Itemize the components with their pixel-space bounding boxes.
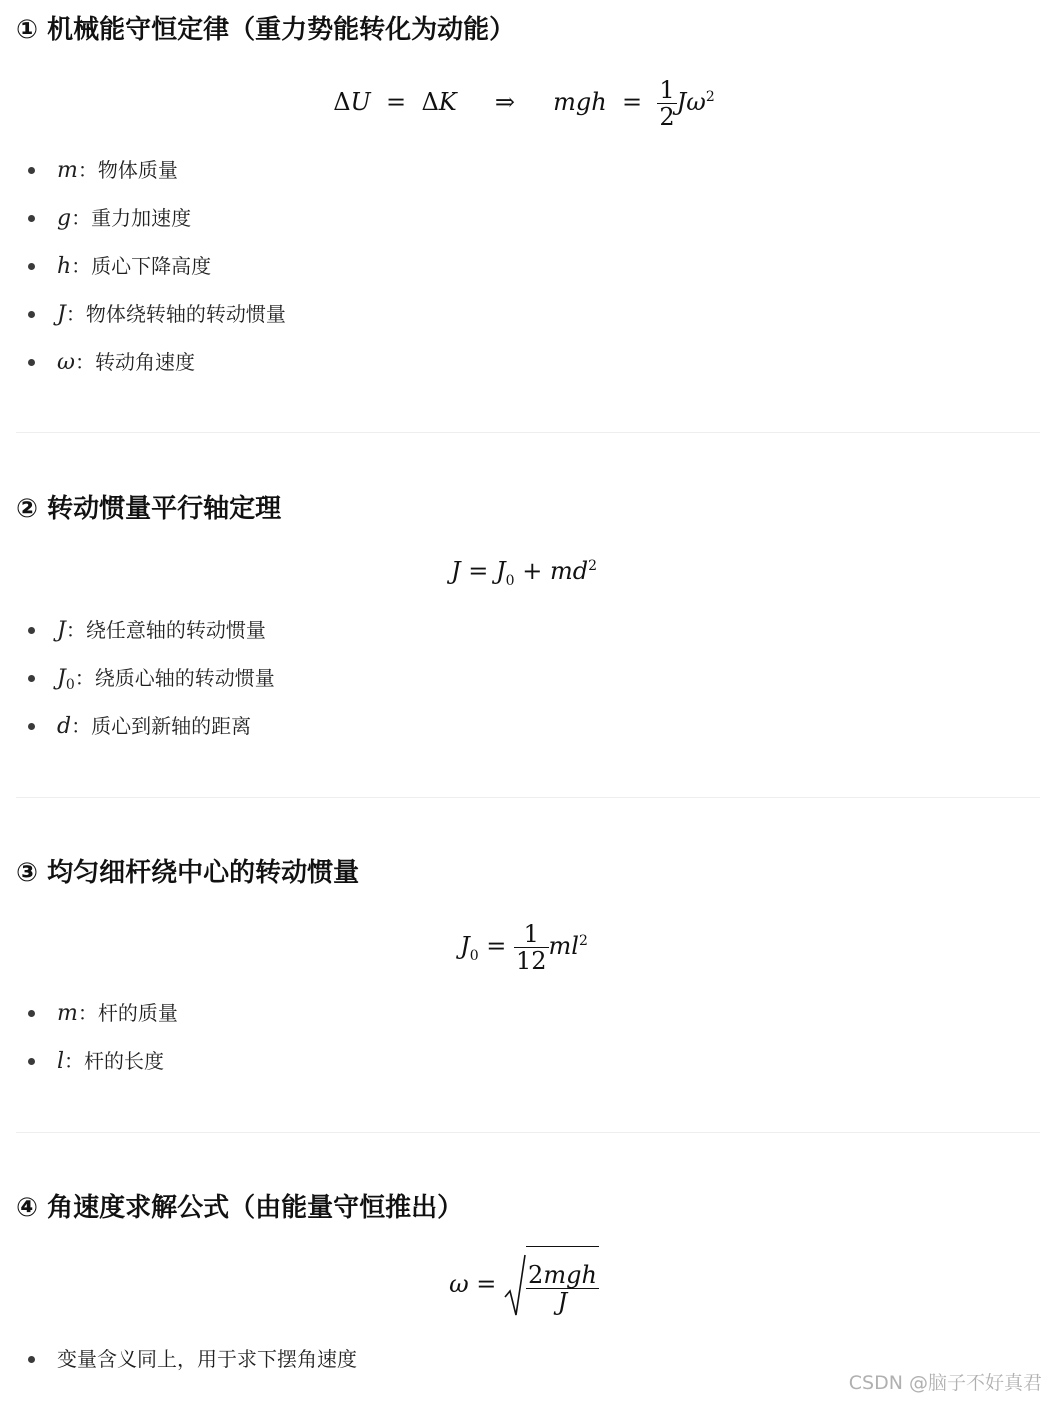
variable-symbol: g xyxy=(57,206,72,231)
variable-description: 重力加速度 xyxy=(91,206,192,230)
bullet-dot xyxy=(28,723,35,730)
separator: ： xyxy=(64,1049,85,1073)
bullet-dot xyxy=(28,1356,35,1363)
variable-symbol: d xyxy=(57,714,72,739)
variable-description: 杆的长度 xyxy=(84,1049,165,1073)
variable-symbol: ω xyxy=(57,350,75,375)
formula-rod-inertia: $J_0$ = $\frac{1}{12}$ $ml^2$ xyxy=(460,920,588,975)
variable-symbol: J xyxy=(57,618,66,643)
fraction-one-half: $\frac{1}{2}$ xyxy=(659,76,675,131)
separator: ： xyxy=(77,1001,98,1025)
fraction-one-twelfth: $\frac{1}{12}$ xyxy=(516,920,547,975)
watermark: CSDN @脑子不好真君 xyxy=(848,1372,1042,1394)
variable-symbol xyxy=(57,666,75,691)
variable-subscript: 0 xyxy=(65,677,75,693)
fraction-2mgh-over-j: $\frac{\text{2mgh}}{J}$ xyxy=(528,1261,597,1316)
separator: ： xyxy=(71,206,92,230)
variable-description: 绕任意轴的转动惯量 xyxy=(85,618,266,642)
formula-energy-conservation: ΔU = ΔK ⇒ mgh = $\frac{1}{2}$ $J\omega^2$ xyxy=(333,76,715,131)
bullet-dot xyxy=(28,167,35,174)
variable-description: 质心到新轴的距离 xyxy=(91,714,252,738)
variable-description: 杆的质量 xyxy=(97,1001,178,1025)
variable-symbol: J xyxy=(57,302,66,327)
bullet-dot xyxy=(28,1010,35,1017)
section-heading: ① 机械能守恒定律（重力势能转化为动能） xyxy=(16,15,516,45)
bullet-dot xyxy=(28,263,35,270)
variable-symbol: h xyxy=(57,254,72,279)
separator: ： xyxy=(71,714,92,738)
bullet-dot xyxy=(28,1058,35,1065)
bullet-dot xyxy=(28,627,35,634)
separator: ： xyxy=(77,158,98,182)
variable-description: 质心下降高度 xyxy=(91,254,212,278)
separator: ： xyxy=(74,666,95,690)
square-root xyxy=(504,1246,599,1325)
variable-letter: J xyxy=(57,666,66,691)
variable-description: 物体绕转轴的转动惯量 xyxy=(85,302,286,326)
bullet-dot xyxy=(28,359,35,366)
bullet-dot xyxy=(28,675,35,682)
radical-sign-icon xyxy=(504,1253,526,1319)
variable-symbol: m xyxy=(57,1001,78,1026)
formula-angular-velocity: ω = $\frac{\text{2mgh}}{J}$ xyxy=(0,1246,1048,1322)
formula-parallel-axis: $J = J_0 + md^2$ xyxy=(451,557,597,589)
variable-symbol: m xyxy=(57,158,78,183)
separator: ： xyxy=(65,302,86,326)
section-heading: ② 转动惯量平行轴定理 xyxy=(16,494,282,524)
variable-description: 绕质心轴的转动惯量 xyxy=(94,666,275,690)
section-divider xyxy=(16,432,1040,433)
section-divider xyxy=(16,797,1040,798)
section-heading: ③ 均匀细杆绕中心的转动惯量 xyxy=(16,858,360,888)
section-divider xyxy=(16,1132,1040,1133)
variable-symbol: l xyxy=(57,1049,65,1074)
separator: ： xyxy=(65,618,86,642)
section-heading: ④ 角速度求解公式（由能量守恒推出） xyxy=(16,1193,464,1223)
separator: ： xyxy=(74,350,95,374)
bullet-dot xyxy=(28,215,35,222)
separator: ： xyxy=(71,254,92,278)
variable-description: 物体质量 xyxy=(97,158,178,182)
bullet-dot xyxy=(28,311,35,318)
variable-description: 变量含义同上，用于求下摆角速度 xyxy=(57,1347,357,1371)
variable-description: 转动角速度 xyxy=(94,350,195,374)
